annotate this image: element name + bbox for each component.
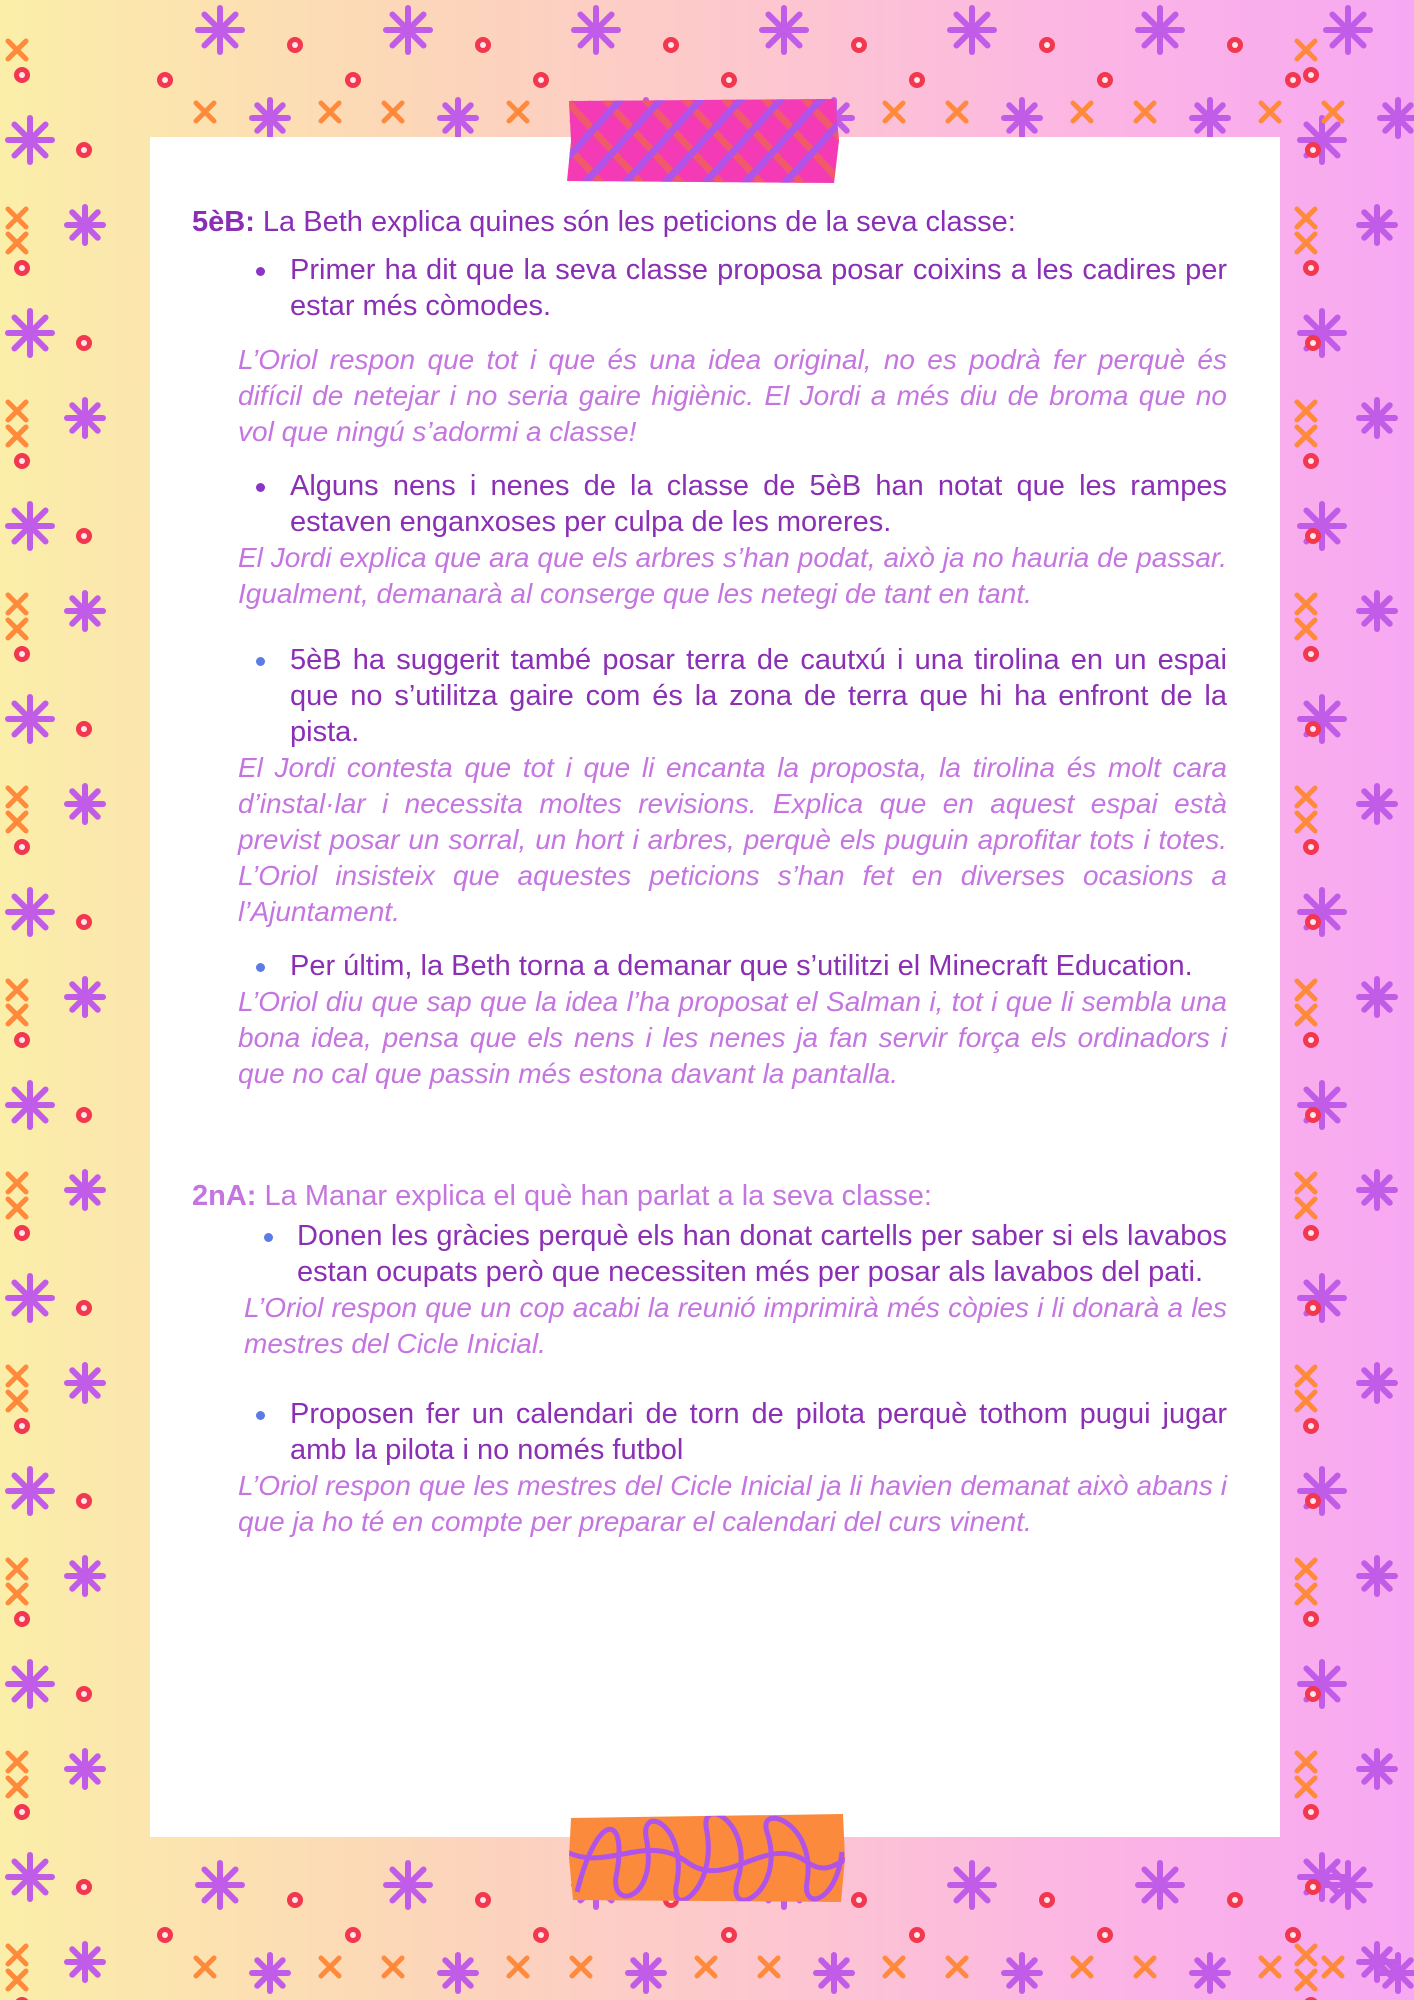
cross-decor-icon (9, 428, 25, 444)
cross-decor-icon (8, 402, 26, 420)
asterisk-decor-icon (628, 1955, 664, 1991)
asterisk-decor-icon (8, 890, 52, 934)
bullet-icon (256, 963, 265, 972)
cross-decor-icon (948, 1958, 966, 1976)
cross-decor-icon (1261, 1958, 1279, 1976)
ring-decor-icon (914, 1932, 920, 1938)
asterisk-decor-icon (1004, 1955, 1040, 1991)
cross-decor-icon (9, 1393, 25, 1409)
asterisk-decor-icon (1192, 1955, 1228, 1991)
ring-decor-icon (81, 1691, 87, 1697)
asterisk-decor-icon (8, 1662, 52, 1706)
reply-text: L’Oriol respon que les mestres del Cicle Inicial ja li havien demanat això abans i que ja ho té en compte per preparar el calendari del curs vinent. (238, 1470, 1227, 1537)
cross-decor-icon (1297, 209, 1315, 227)
ring-decor-icon (19, 1809, 25, 1815)
asterisk-decor-icon (8, 504, 52, 548)
ring-decor-icon (1308, 1616, 1314, 1622)
cross-decor-icon (1297, 1778, 1315, 1796)
ring-decor-icon (1308, 458, 1314, 464)
asterisk-decor-icon (1359, 593, 1395, 629)
asterisk-decor-icon (1138, 1863, 1182, 1907)
asterisk-decor-icon (1359, 400, 1395, 436)
cross-decor-icon (9, 621, 25, 637)
reply-text: L’Oriol diu que sap que la idea l’ha proposat el Salman i, tot i que li sembla una bona idea, pensa que els nens i les nenes ja fan servir força els ordinadors i que no cal que passin més estona davant la pantalla. (238, 986, 1227, 1089)
ring-decor-icon (292, 42, 298, 48)
asterisk-decor-icon (1326, 1863, 1370, 1907)
ring-decor-icon (1308, 844, 1314, 850)
list-item (192, 468, 1227, 540)
cross-decor-icon (1297, 1006, 1315, 1024)
ring-decor-icon (81, 726, 87, 732)
section-intro-2nA: La Manar explica el què han parlat a la seva classe: (256, 1180, 932, 1212)
asterisk-decor-icon (440, 100, 476, 136)
asterisk-decor-icon (1004, 100, 1040, 136)
cross-decor-icon (1324, 1958, 1342, 1976)
cross-decor-icon (1297, 1946, 1315, 1964)
cross-decor-icon (1297, 1367, 1315, 1385)
asterisk-decor-icon (1300, 697, 1344, 741)
asterisk-decor-icon (762, 8, 806, 52)
ring-decor-icon (1308, 651, 1314, 657)
cross-decor-icon (384, 103, 402, 121)
asterisk-decor-icon (1300, 1276, 1344, 1320)
ring-decor-icon (1308, 1809, 1314, 1815)
asterisk-decor-icon (816, 1955, 852, 1991)
cross-decor-icon (196, 1958, 214, 1976)
ring-decor-icon (1308, 1037, 1314, 1043)
ring-decor-icon (19, 844, 25, 850)
cross-decor-icon (8, 1174, 26, 1192)
asterisk-decor-icon (1300, 1469, 1344, 1513)
cross-decor-icon (509, 1958, 527, 1976)
ring-decor-icon (81, 1112, 87, 1118)
cross-decor-icon (1297, 427, 1315, 445)
ring-decor-icon (1102, 1932, 1108, 1938)
asterisk-decor-icon (67, 786, 103, 822)
asterisk-decor-icon (574, 8, 618, 52)
ring-decor-icon (1310, 1691, 1316, 1697)
cross-decor-icon (9, 1972, 25, 1988)
asterisk-decor-icon (1300, 1083, 1344, 1127)
cross-decor-icon (760, 1958, 778, 1976)
ring-decor-icon (1044, 42, 1050, 48)
cross-decor-icon (1261, 103, 1279, 121)
asterisk-decor-icon (8, 118, 52, 162)
cross-decor-icon (9, 1200, 25, 1216)
asterisk-decor-icon (1359, 1365, 1395, 1401)
asterisk-decor-icon (8, 697, 52, 741)
bullet-icon (256, 483, 265, 492)
ring-decor-icon (81, 1884, 87, 1890)
cross-decor-icon (9, 814, 25, 830)
ring-decor-icon (19, 265, 25, 271)
ring-decor-icon (1290, 1932, 1296, 1938)
reply-text: L’Oriol respon que tot i que és una idea original, no es podrà fer perquè és difícil de netejar i no seria gaire higiènic. El Jordi a més diu de broma que no vol que ningú s’adormi a classe! (238, 344, 1227, 447)
ring-decor-icon (1308, 265, 1314, 271)
ring-decor-icon (81, 340, 87, 346)
bottom-tape-icon (567, 1812, 847, 1904)
top-tape-icon (563, 97, 841, 185)
asterisk-decor-icon (1300, 311, 1344, 355)
cross-decor-icon (1297, 813, 1315, 831)
section-heading-5eB (192, 204, 1227, 240)
ring-decor-icon (350, 77, 356, 83)
asterisk-decor-icon (1359, 207, 1395, 243)
cross-decor-icon (1297, 1560, 1315, 1578)
reply-text: El Jordi explica que ara que els arbres s’han podat, això ja no hauria de passar. Igualment, demanarà al conserge que les netegi de tant en tant. (238, 542, 1227, 609)
ring-decor-icon (1310, 147, 1316, 153)
asterisk-decor-icon (386, 1863, 430, 1907)
cross-decor-icon (1297, 402, 1315, 420)
cross-decor-icon (1297, 1971, 1315, 1989)
ring-decor-icon (1308, 72, 1314, 78)
ring-decor-icon (480, 1897, 486, 1903)
cross-decor-icon (8, 981, 26, 999)
cross-decor-icon (1073, 103, 1091, 121)
asterisk-decor-icon (67, 593, 103, 629)
cross-decor-icon (1297, 595, 1315, 613)
ring-decor-icon (1310, 533, 1316, 539)
reply-text: L’Oriol respon que un cop acabi la reunió imprimirà més còpies i li donarà a les mestres del Cicle Inicial. (244, 1292, 1227, 1359)
cross-decor-icon (885, 1958, 903, 1976)
ring-decor-icon (1310, 1305, 1316, 1311)
minutes-content (192, 200, 1227, 1540)
cross-decor-icon (9, 1779, 25, 1795)
ring-decor-icon (1290, 77, 1296, 83)
asterisk-decor-icon (1359, 979, 1395, 1015)
ring-decor-icon (19, 651, 25, 657)
cross-decor-icon (9, 42, 25, 58)
cross-decor-icon (321, 103, 339, 121)
ring-decor-icon (1310, 919, 1316, 925)
cross-decor-icon (1136, 103, 1154, 121)
cross-decor-icon (509, 103, 527, 121)
ring-decor-icon (480, 42, 486, 48)
asterisk-decor-icon (67, 1172, 103, 1208)
cross-decor-icon (1297, 788, 1315, 806)
cross-decor-icon (1297, 234, 1315, 252)
cross-decor-icon (885, 103, 903, 121)
ring-decor-icon (350, 1932, 356, 1938)
asterisk-decor-icon (1192, 100, 1228, 136)
asterisk-decor-icon (67, 1944, 103, 1980)
bullet-icon (256, 657, 265, 666)
asterisk-decor-icon (8, 1276, 52, 1320)
ring-decor-icon (1308, 1423, 1314, 1429)
asterisk-decor-icon (386, 8, 430, 52)
ring-decor-icon (1102, 77, 1108, 83)
asterisk-decor-icon (67, 207, 103, 243)
list-item (192, 642, 1227, 750)
ring-decor-icon (1232, 1897, 1238, 1903)
ring-decor-icon (81, 147, 87, 153)
asterisk-decor-icon (67, 1365, 103, 1401)
class-label-2nA: 2nA: (192, 1180, 257, 1212)
ring-decor-icon (856, 42, 862, 48)
asterisk-decor-icon (1138, 8, 1182, 52)
ring-decor-icon (19, 1616, 25, 1622)
ring-decor-icon (1310, 340, 1316, 346)
cross-decor-icon (8, 1560, 26, 1578)
ring-decor-icon (668, 42, 674, 48)
ring-decor-icon (81, 1305, 87, 1311)
list-item (192, 1396, 1227, 1468)
cross-decor-icon (9, 235, 25, 251)
ring-decor-icon (81, 533, 87, 539)
ring-decor-icon (81, 1498, 87, 1504)
cross-decor-icon (8, 1753, 26, 1771)
ring-decor-icon (162, 77, 168, 83)
petition-text: Donen les gràcies perquè els han donat cartells per saber si els lavabos estan ocupats però que necessiten més per posar als lavabos del pati. (297, 1220, 1227, 1288)
ring-decor-icon (538, 77, 544, 83)
class-label-5eB: 5èB: (192, 206, 255, 238)
cross-decor-icon (196, 103, 214, 121)
ring-decor-icon (19, 1230, 25, 1236)
ring-decor-icon (538, 1932, 544, 1938)
asterisk-decor-icon (1380, 1955, 1414, 1991)
asterisk-decor-icon (1359, 1558, 1395, 1594)
asterisk-decor-icon (67, 400, 103, 436)
list-item (192, 252, 1227, 324)
asterisk-decor-icon (440, 1955, 476, 1991)
asterisk-decor-icon (67, 979, 103, 1015)
cross-decor-icon (1073, 1958, 1091, 1976)
ring-decor-icon (856, 1897, 862, 1903)
asterisk-decor-icon (198, 1863, 242, 1907)
ring-decor-icon (19, 1423, 25, 1429)
cross-decor-icon (8, 1946, 26, 1964)
asterisk-decor-icon (1380, 100, 1414, 136)
ring-decor-icon (19, 1037, 25, 1043)
asterisk-decor-icon (67, 1558, 103, 1594)
asterisk-decor-icon (252, 1955, 288, 1991)
asterisk-decor-icon (1359, 786, 1395, 822)
cross-decor-icon (1297, 1174, 1315, 1192)
petition-text: Alguns nens i nenes de la classe de 5èB han notat que les rampes estaven enganxoses per culpa de les moreres. (290, 470, 1227, 538)
asterisk-decor-icon (198, 8, 242, 52)
list-item (192, 948, 1227, 984)
petition-text: 5èB ha suggerit també posar terra de cautxú i una tirolina en un espai que no s’utilitza gaire com és la zona de terra que hi ha enfront de la pista. (290, 644, 1227, 748)
section-heading-2nA (192, 1178, 1227, 1214)
ring-decor-icon (81, 919, 87, 925)
cross-decor-icon (697, 1958, 715, 1976)
cross-decor-icon (9, 1007, 25, 1023)
cross-decor-icon (9, 1586, 25, 1602)
cross-decor-icon (321, 1958, 339, 1976)
asterisk-decor-icon (252, 100, 288, 136)
cross-decor-icon (1297, 1585, 1315, 1603)
ring-decor-icon (726, 1932, 732, 1938)
cross-decor-icon (1297, 1753, 1315, 1771)
petition-text: Proposen fer un calendari de torn de pilota perquè tothom pugui jugar amb la pilota i no només futbol (290, 1398, 1227, 1466)
asterisk-decor-icon (1359, 1751, 1395, 1787)
ring-decor-icon (162, 1932, 168, 1938)
bullet-icon (264, 1233, 273, 1242)
ring-decor-icon (1308, 1230, 1314, 1236)
asterisk-decor-icon (8, 1469, 52, 1513)
asterisk-decor-icon (8, 311, 52, 355)
cross-decor-icon (1297, 41, 1315, 59)
petition-text: Primer ha dit que la seva classe proposa posar coixins a les cadires per estar més còmodes. (290, 254, 1227, 322)
ring-decor-icon (726, 77, 732, 83)
cross-decor-icon (384, 1958, 402, 1976)
cross-decor-icon (1297, 620, 1315, 638)
asterisk-decor-icon (1300, 1662, 1344, 1706)
ring-decor-icon (1310, 1884, 1316, 1890)
asterisk-decor-icon (950, 1863, 994, 1907)
cross-decor-icon (1324, 103, 1342, 121)
cross-decor-icon (572, 1958, 590, 1976)
cross-decor-icon (1297, 1392, 1315, 1410)
cross-decor-icon (8, 788, 26, 806)
section-intro-5eB: La Beth explica quines són les peticions de la seva classe: (254, 206, 1016, 238)
cross-decor-icon (948, 103, 966, 121)
list-item (192, 1218, 1227, 1290)
cross-decor-icon (8, 1367, 26, 1385)
ring-decor-icon (1232, 42, 1238, 48)
bullet-icon (256, 1411, 265, 1420)
asterisk-decor-icon (1300, 118, 1344, 162)
ring-decor-icon (19, 72, 25, 78)
asterisk-decor-icon (1300, 890, 1344, 934)
ring-decor-icon (1310, 1112, 1316, 1118)
asterisk-decor-icon (8, 1855, 52, 1899)
petition-text: Per últim, la Beth torna a demanar que s’utilitzi el Minecraft Education. (290, 950, 1193, 982)
ring-decor-icon (914, 77, 920, 83)
asterisk-decor-icon (1300, 504, 1344, 548)
cross-decor-icon (1297, 1199, 1315, 1217)
asterisk-decor-icon (1359, 1172, 1395, 1208)
asterisk-decor-icon (8, 1083, 52, 1127)
asterisk-decor-icon (1326, 8, 1370, 52)
bullet-icon (256, 267, 265, 276)
ring-decor-icon (292, 1897, 298, 1903)
cross-decor-icon (8, 209, 26, 227)
ring-decor-icon (19, 458, 25, 464)
cross-decor-icon (1136, 1958, 1154, 1976)
cross-decor-icon (1297, 981, 1315, 999)
ring-decor-icon (1044, 1897, 1050, 1903)
ring-decor-icon (1310, 1498, 1316, 1504)
ring-decor-icon (1310, 726, 1316, 732)
cross-decor-icon (8, 595, 26, 613)
asterisk-decor-icon (950, 8, 994, 52)
reply-text: El Jordi contesta que tot i que li encanta la proposta, la tirolina és molt cara d’instal·lar i necessita moltes revisions. Explica que en aquest espai està previst posar un sorral, un hort i arbres, perquè els puguin aprofitar tots i totes. L’Oriol insisteix que aquestes peticions s’han fet en diverses ocasions a l’Ajuntament. (238, 752, 1227, 927)
asterisk-decor-icon (67, 1751, 103, 1787)
